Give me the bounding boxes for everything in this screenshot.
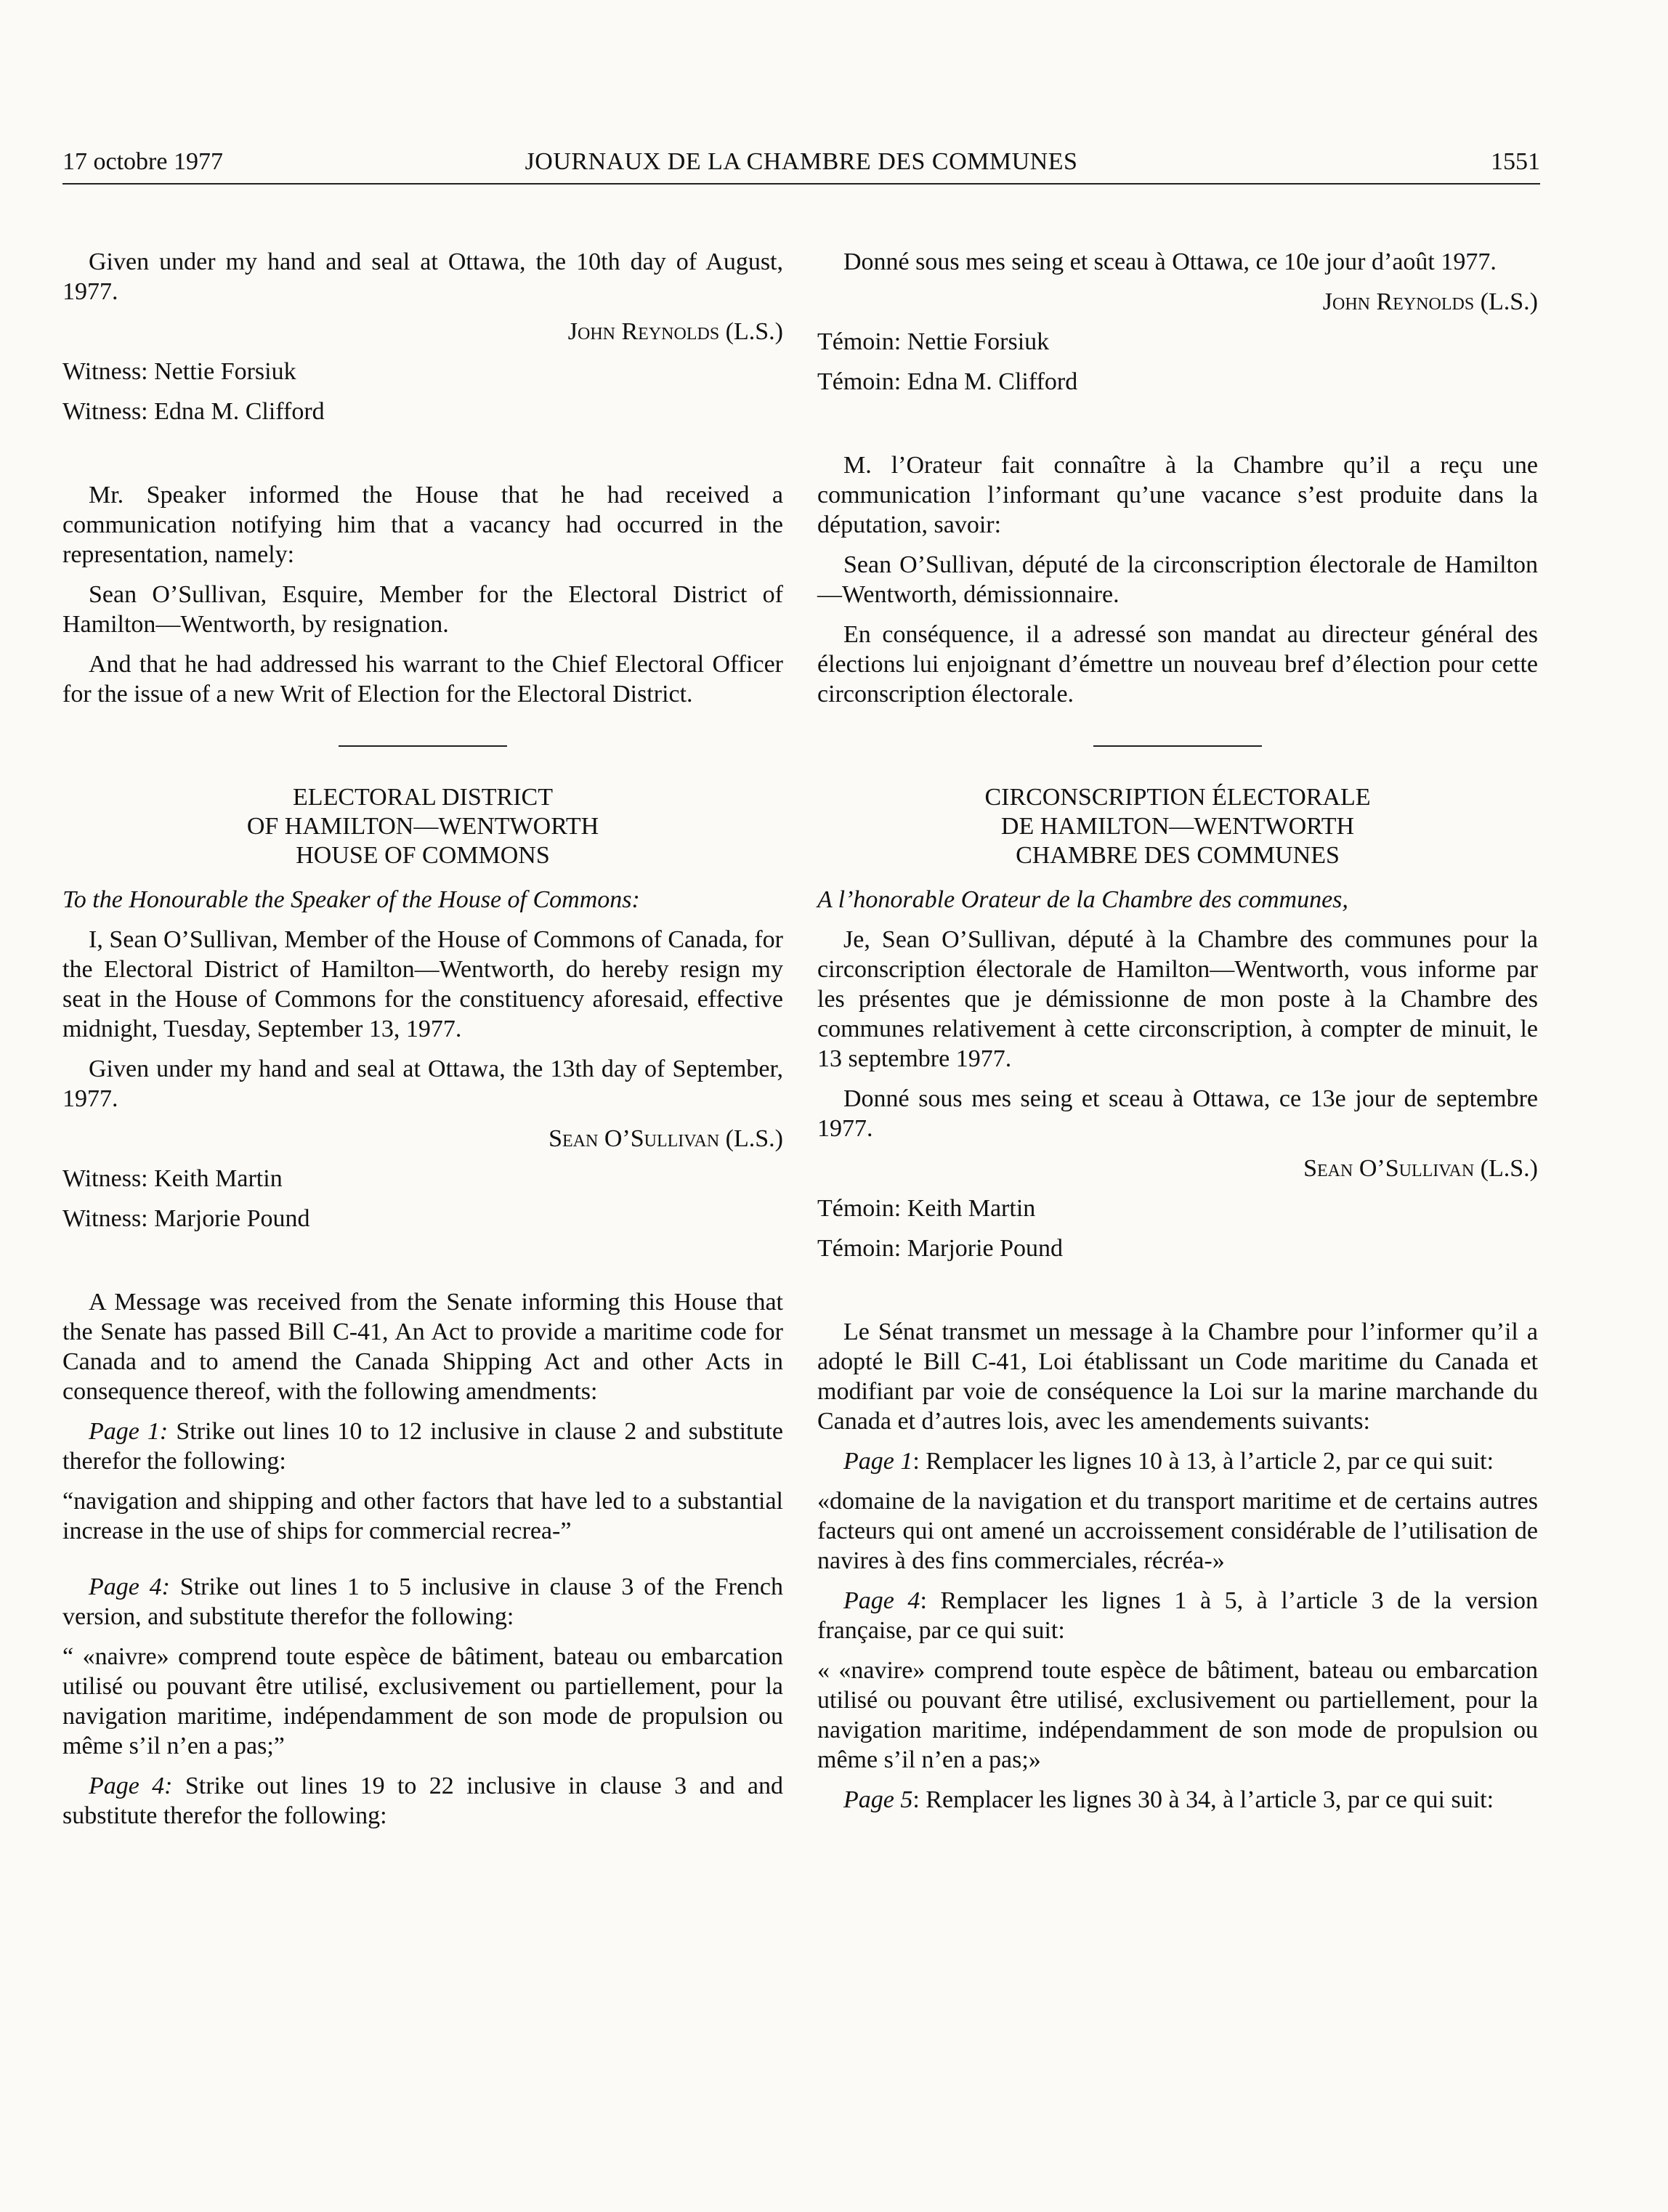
amendment-page-1 — [62, 1417, 783, 1476]
amendment-page-label: Page 4: — [89, 1573, 170, 1600]
witness-line: Témoin: Edna M. Clifford — [817, 368, 1078, 395]
signature-john-reynolds: John Reynolds (L.S.) — [567, 318, 783, 345]
witness-line: Témoin: Keith Martin — [817, 1195, 1036, 1222]
witness-line: Witness: Keith Martin — [62, 1165, 283, 1192]
witness-line: Témoin: Nettie Forsiuk — [817, 328, 1050, 355]
amendment-page-5 — [817, 1785, 1538, 1815]
given-under-hand-2: Donné sous mes seing et sceau à Ottawa, ce 13e jour de septembre 1977. — [817, 1085, 1538, 1142]
section-heading — [817, 783, 1538, 870]
amendment-page-label: Page 5 — [843, 1786, 913, 1813]
address-line: A l’honorable Orateur de la Chambre des communes, — [817, 886, 1348, 913]
resignation-paragraph: I, Sean O’Sullivan, Member of the House of Commons of Canada, for the Electoral District of Hamilton—Wentworth, do hereby resign my seat in the House of Commons for the constituency aforesaid, effective midnight, Tuesday, September 13, 1977. — [62, 926, 783, 1042]
french-column — [817, 247, 1538, 1825]
speaker-informed-paragraph: M. l’Orateur fait connaître à la Chambre qu’il a reçu une communication l’informant qu’une vacance s’est produite dans la députation, savoir: — [817, 452, 1538, 538]
amendment-instruction: : Remplacer les lignes 10 à 13, à l’article 2, par ce qui suit: — [912, 1448, 1494, 1475]
amendment-page-label: Page 4 — [843, 1587, 920, 1614]
amendment-instruction: Strike out lines 19 to 22 inclusive in clause 3 and and substitute therefor the following: — [62, 1773, 784, 1829]
senate-message-paragraph: A Message was received from the Senate informing this House that the Senate has passed Bill C-41, An Act to provide a maritime code for Canada and to amend the Canada Shipping Act and other Acts in consequence thereof, with the following amendments: — [62, 1289, 783, 1405]
amendment-page-4a — [62, 1572, 783, 1632]
amendment-instruction: : Remplacer les lignes 1 à 5, à l’article 3 de la version française, par ce qui suit: — [817, 1587, 1539, 1644]
given-under-hand-1: Given under my hand and seal at Ottawa, the 10th day of August, 1977. — [62, 248, 783, 305]
header-rule — [62, 183, 1540, 185]
heading-line: CIRCONSCRIPTION ÉLECTORALE — [984, 784, 1371, 811]
amendment-page-4b — [62, 1771, 783, 1831]
section-divider — [339, 745, 507, 747]
signature-sean-osullivan: Sean O’Sullivan (L.S.) — [548, 1125, 783, 1152]
header-journal-title: JOURNAUX DE LA CHAMBRE DES COMMUNES — [525, 148, 1078, 175]
resignation-paragraph: Je, Sean O’Sullivan, député à la Chambre des communes pour la circonscription électorale de Hamilton—Wentworth, vous informe par les présentes que je démissionne de mon poste à la Chambre des communes relativement à cette circonscription, à compter de minuit, le 13 septembre 1977. — [817, 926, 1538, 1072]
given-under-hand-1: Donné sous mes seing et sceau à Ottawa, ce 10e jour d’août 1977. — [843, 248, 1497, 275]
spacer — [62, 1244, 783, 1287]
amendment-quote: “navigation and shipping and other factors that have led to a substantial increase in the use of ships for commercial recrea-” — [62, 1488, 783, 1544]
amendment-quote: « «navire» comprend toute espèce de bâtiment, bateau ou embarcation utilisé ou pouvant être utilisé, exclusivement ou partiellement, pour la navigation maritime, indépendamment de son mode de propulsion ou même s’il n’en a pas;» — [817, 1657, 1538, 1773]
amendment-quote: “ «naivre» comprend toute espèce de bâtiment, bateau ou embarcation utilisé ou pouvant être utilisé, exclusivement ou partiellement, pour la navigation maritime, indépendamment de son mode de propulsion ou même s’il n’en a pas;” — [62, 1643, 783, 1759]
spacer — [62, 1556, 783, 1572]
amendment-page-label: Page 4: — [89, 1773, 173, 1799]
amendment-page-4 — [817, 1586, 1538, 1645]
amendment-instruction: Strike out lines 10 to 12 inclusive in clause 2 and substitute therefor the following: — [62, 1418, 784, 1475]
signature-john-reynolds: John Reynolds (L.S.) — [1322, 288, 1538, 315]
amendment-page-label: Page 1: — [89, 1418, 169, 1445]
witness-line: Witness: Nettie Forsiuk — [62, 358, 296, 385]
witness-line: Witness: Marjorie Pound — [62, 1205, 310, 1232]
heading-line: HOUSE OF COMMONS — [296, 842, 550, 869]
header-page-number: 1551 — [1491, 148, 1540, 175]
senate-message-paragraph: Le Sénat transmet un message à la Chambre pour l’informer qu’il a adopté le Bill C-41, Loi établissant un Code maritime du Canada et modifiant par voie de conséquence la Loi sur la marine marchande du Canada et d’autres lois, avec les amendements suivants: — [817, 1318, 1538, 1435]
witness-line: Witness: Edna M. Clifford — [62, 398, 325, 425]
witness-line: Témoin: Marjorie Pound — [817, 1235, 1064, 1262]
heading-line: ELECTORAL DISTRICT — [293, 784, 553, 811]
amendment-quote: «domaine de la navigation et du transport maritime et de certains autres facteurs qui ont amené un accroissement considérable de l’utilisation de navires à des fins commerciales, récréa-» — [817, 1488, 1538, 1574]
section-divider — [1093, 745, 1262, 747]
spacer — [817, 407, 1538, 450]
warrant-paragraph: En conséquence, il a adressé son mandat au directeur général des élections lui enjoignant d’émettre un nouveau bref d’élection pour cette circonscription électorale. — [817, 621, 1538, 708]
heading-line: DE HAMILTON—WENTWORTH — [1000, 813, 1355, 840]
spacer — [62, 437, 783, 480]
vacancy-paragraph: Sean O’Sullivan, député de la circonscription électorale de Hamilton—Wentworth, démissionnaire. — [817, 551, 1538, 608]
heading-line: CHAMBRE DES COMMUNES — [1016, 842, 1340, 869]
warrant-paragraph: And that he had addressed his warrant to the Chief Electoral Officer for the issue of a new Writ of Election for the Electoral District. — [62, 651, 783, 708]
amendment-page-1 — [817, 1446, 1538, 1476]
spacer — [817, 1273, 1538, 1317]
speaker-informed-paragraph: Mr. Speaker informed the House that he had received a communication notifying him that a vacancy had occurred in the representation, namely: — [62, 482, 783, 568]
amendment-instruction: Strike out lines 1 to 5 inclusive in clause 3 of the French version, and substitute therefor the following: — [62, 1573, 783, 1630]
amendment-page-label: Page 1 — [843, 1448, 913, 1475]
english-column — [62, 247, 783, 1841]
vacancy-paragraph: Sean O’Sullivan, Esquire, Member for the Electoral District of Hamilton—Wentworth, by resignation. — [62, 581, 783, 638]
running-header — [62, 145, 1540, 179]
given-under-hand-2: Given under my hand and seal at Ottawa, the 13th day of September, 1977. — [62, 1056, 783, 1112]
section-heading — [62, 783, 783, 870]
signature-sean-osullivan: Sean O’Sullivan (L.S.) — [1303, 1155, 1538, 1182]
address-line: To the Honourable the Speaker of the House of Commons: — [62, 886, 640, 913]
header-date: 17 octobre 1977 — [62, 148, 223, 175]
heading-line: OF HAMILTON—WENTWORTH — [246, 813, 599, 840]
amendment-instruction: : Remplacer les lignes 30 à 34, à l’article 3, par ce qui suit: — [912, 1786, 1494, 1813]
